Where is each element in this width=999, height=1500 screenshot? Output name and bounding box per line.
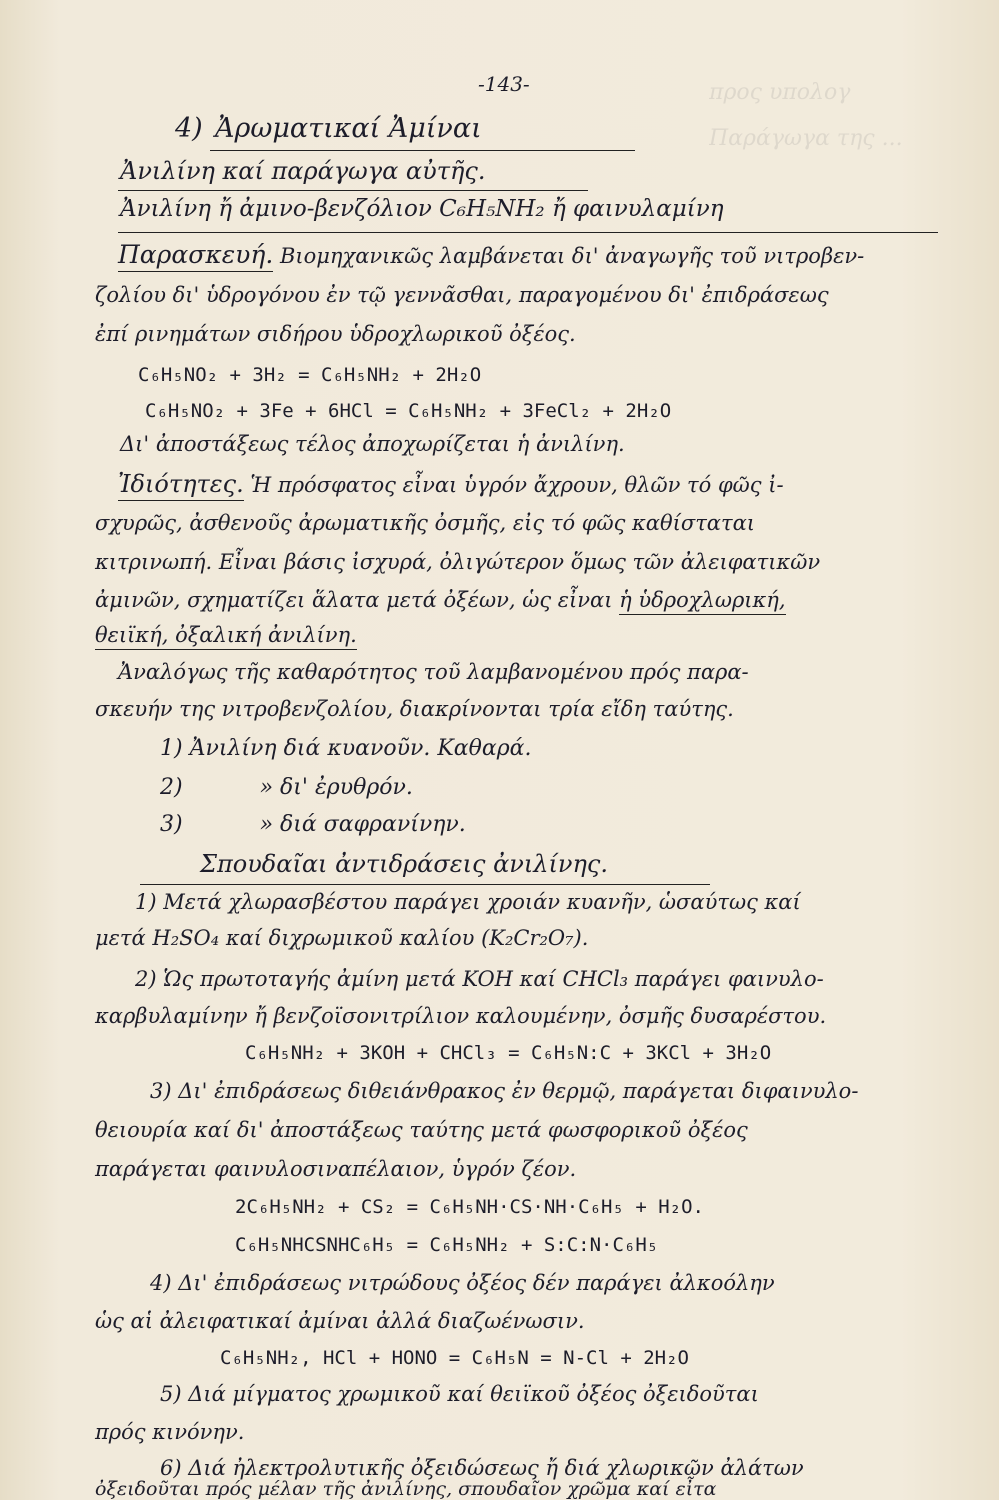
reaction-4-line-1: 4) Δι' ἐπιδράσεως νιτρώδους ὀξέος δέν παράγει ἀλκοόλην: [150, 1271, 775, 1295]
prep-text-line-3: ἐπί ρινημάτων σιδήρου ὑδροχλωρικοῦ ὀξέος.: [95, 322, 576, 346]
kind-text: » διά σαφρανίνην.: [259, 812, 466, 837]
kind-text: Ἀνιλίνη διά κυανοῦν. Καθαρά.: [189, 736, 532, 761]
reaction-6-line-1: 6) Διά ἠλεκτρολυτικῆς ὀξειδώσεως ἤ διά χλωρικῶν ἀλάτων: [160, 1456, 804, 1480]
names-underline: [118, 232, 938, 233]
chapter-title: Ἀρωματικαί Ἀμίναι: [215, 113, 482, 144]
page-number: -143-: [478, 72, 530, 96]
equation-5: C₆H₅NHCSNHC₆H₅ = C₆H₅NH₂ + S:C:N·C₆H₅: [235, 1234, 659, 1256]
title-underline: [210, 150, 635, 151]
chapter-number: 4): [175, 113, 203, 144]
kind-text: » δι' ἐρυθρόν.: [259, 775, 413, 800]
kind-item: [160, 775, 413, 800]
props-line-5: θειϊκή, ὀξαλική ἀνιλίνη.: [95, 623, 357, 650]
reaction-5-line-2: πρός κινόνην.: [95, 1420, 245, 1444]
reaction-5-line-1: 5) Διά μίγματος χρωμικοῦ καί θειϊκοῦ ὀξέος ὀξειδοῦται: [160, 1382, 759, 1406]
properties-label: Ἰδιότητες.: [118, 470, 244, 501]
reactions-underline: [140, 884, 710, 885]
reaction-4-line-2: ὡς αἱ ἀλειφατικαί ἀμίναι ἀλλά διαζωένωσιν.: [95, 1309, 585, 1333]
kind-number: 2): [160, 775, 183, 800]
preparation-label: Παρασκευή.: [118, 240, 273, 272]
kind-item: [160, 812, 466, 837]
reaction-3-line-2: θειουρία καί δι' ἀποστάξεως ταύτης μετά φωσφορικοῦ ὀξέος: [95, 1118, 748, 1142]
reaction-6-line-2: ὀξειδοῦται πρός μέλαν τῆς ἀνιλίνης, σπουδαῖον χρῶμα καί εἶτα: [95, 1478, 717, 1500]
prep-text-line-4: Δι' ἀποστάξεως τέλος ἀποχωρίζεται ἡ ἀνιλίνη.: [120, 432, 625, 456]
salts-underlined: ἡ ὑδροχλωρική,: [619, 588, 785, 615]
reaction-2-line-2: καρβυλαμίνην ἤ βενζοϊσονιτρίλιον καλουμένην, ὀσμῆς δυσαρέστου.: [95, 1004, 827, 1028]
section-underline: [118, 190, 588, 191]
reaction-1-line-2: μετά H₂SO₄ καί διχρωμικοῦ καλίου (K₂Cr₂O₇).: [95, 926, 589, 950]
props-line-2: σχυρῶς, ἀσθενοῦς ἀρωματικῆς ὀσμῆς, εἰς τό φῶς καθίσταται: [95, 511, 756, 535]
section-heading-aniline: Ἀνιλίνη καί παράγωγα αὐτῆς.: [120, 157, 486, 185]
reactions-heading: Σπουδαῖαι ἀντιδράσεις ἀνιλίνης.: [200, 850, 608, 878]
props-line-1: Ἡ πρόσφατος εἶναι ὑγρόν ἄχρουν, θλῶν τό φῶς ἰ-: [250, 473, 784, 497]
prep-text-line-1: Βιομηχανικῶς λαμβάνεται δι' ἀναγωγῆς τοῦ νιτροβεν-: [279, 244, 865, 268]
reaction-3-line-3: παράγεται φαινυλοσιναπέλαιον, ὑγρόν ζέον.: [95, 1157, 577, 1181]
bleed-through-text: προς υπολογ Παράγωγα της ...: [709, 80, 903, 151]
equation-4: 2C₆H₅NH₂ + CS₂ = C₆H₅NH·CS·NH·C₆H₅ + H₂O.: [235, 1196, 704, 1218]
reaction-1-line-1: 1) Μετά χλωρασβέστου παράγει χροιάν κυανῆν, ὡσαύτως καί: [135, 890, 801, 914]
reaction-2-line-1: 2) Ὡς πρωτοταγής ἀμίνη μετά KOH καί CHCl₃ παράγει φαινυλο-: [135, 967, 824, 991]
props-line-3: κιτρινωπή. Εἶναι βάσις ἰσχυρά, ὀλιγώτερον ὅμως τῶν ἀλειφατικῶν: [95, 550, 821, 574]
equation-2: C₆H₅NO₂ + 3Fe + 6HCl = C₆H₅NH₂ + 3FeCl₂ + 2H₂O: [145, 400, 672, 422]
kind-number: 1): [160, 736, 183, 761]
props-line-7: σκευήν της νιτροβενζολίου, διακρίνονται τρία εἴδη ταύτης.: [95, 697, 734, 721]
prep-text-line-2: ζολίου δι' ὑδρογόνου ἐν τῷ γεννᾶσθαι, παραγομένου δι' ἐπιδράσεως: [95, 283, 829, 307]
props-line-4: ἀμινῶν, σχηματίζει ἅλατα μετά ὀξέων, ὡς εἶναι: [95, 588, 620, 612]
kind-item: [160, 736, 532, 761]
props-line-6: Ἀναλόγως τῆς καθαρότητος τοῦ λαμβανομένου πρός παρα-: [118, 660, 749, 684]
reaction-3-line-1: 3) Δι' ἐπιδράσεως διθειάνθρακος ἐν θερμῷ, παράγεται διφαινυλο-: [150, 1079, 859, 1103]
equation-6: C₆H₅NH₂, HCl + HONO = C₆H₅N = N-Cl + 2H₂O: [220, 1347, 689, 1369]
equation-3: C₆H₅NH₂ + 3KOH + CHCl₃ = C₆H₅N:C + 3KCl + 3H₂O: [245, 1042, 772, 1064]
kind-number: 3): [160, 812, 183, 837]
equation-1: C₆H₅NO₂ + 3H₂ = C₆H₅NH₂ + 2H₂O: [138, 364, 482, 386]
aniline-names-heading: Ἀνιλίνη ἤ ἀμινο-βενζόλιον C₆H₅NH₂ ἤ φαινυλαμίνη: [120, 196, 724, 222]
